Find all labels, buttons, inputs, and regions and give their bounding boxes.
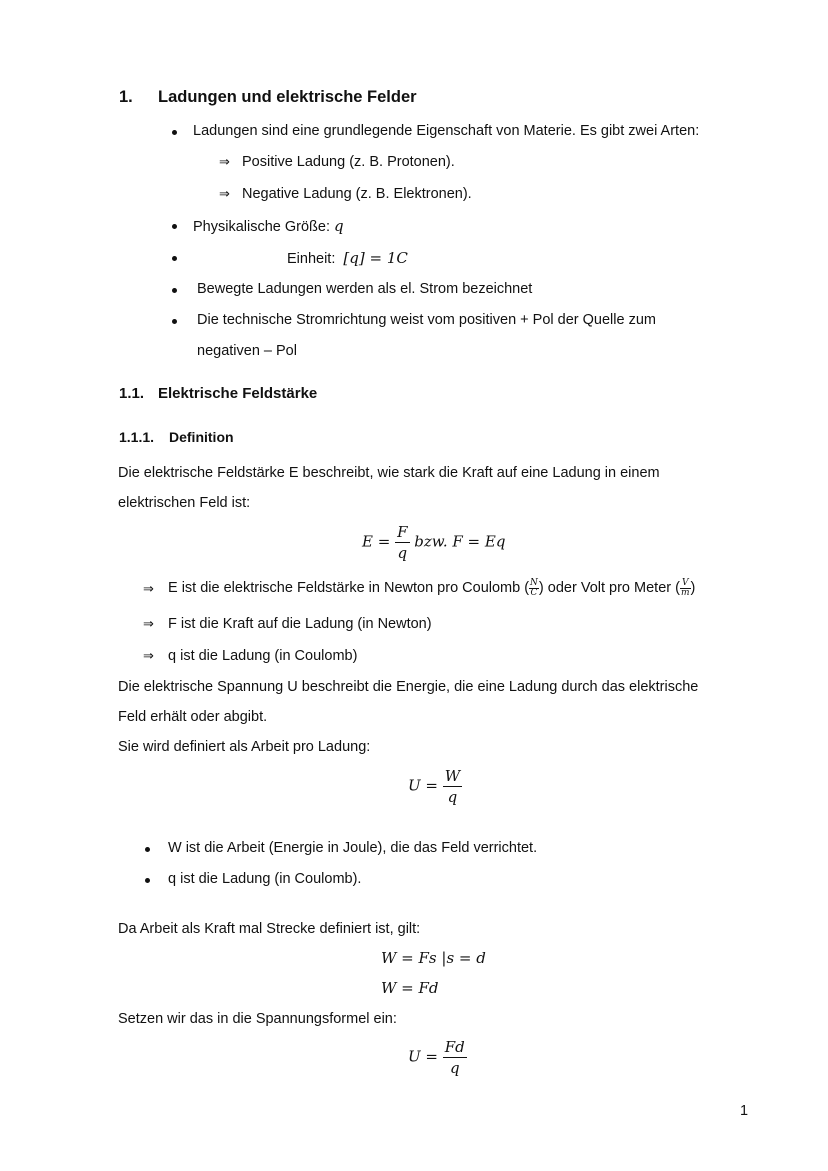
paragraph: Da Arbeit als Kraft mal Strecke definiert ist, gilt: [118, 921, 421, 937]
subsection-number: 1.1. [119, 385, 145, 402]
formula-field-strength: E = $\frac{F}{q}$ bzw. F = Eq [362, 523, 506, 562]
formula-voltage: U = $\frac{W}{q}$ [408, 767, 461, 806]
bullet-dot-icon [172, 288, 177, 293]
paragraph: Die elektrische Spannung U beschreibt die Energie, die eine Ladung durch das elektrische [118, 679, 699, 695]
subsubsection-title: Definition [169, 429, 234, 445]
arrow-item: E ist die elektrische Feldstärke in Newton pro Coulomb ( $\frac{N}{C}$ ) oder Volt pro Meter ( $\frac{V}{m}$ ) [168, 577, 696, 598]
bullet-label: Einheit: [287, 251, 336, 267]
implies-arrow-icon: ⇒ [219, 187, 230, 202]
implies-arrow-icon: ⇒ [143, 617, 154, 632]
section-title: Ladungen und elektrische Felder [158, 88, 417, 106]
bullet-dot-icon [145, 878, 150, 883]
paragraph: elektrischen Feld ist: [118, 495, 251, 511]
formula-work: W = Fd [381, 979, 439, 997]
bullet-text: Bewegte Ladungen werden als el. Strom bezeichnet [197, 281, 533, 297]
arrow-item: F ist die Kraft auf die Ladung (in Newton) [168, 616, 432, 632]
paragraph: Sie wird definiert als Arbeit pro Ladung: [118, 739, 371, 755]
bullet-text [193, 217, 344, 235]
bullet-text [287, 249, 408, 267]
implies-arrow-icon: ⇒ [143, 649, 154, 664]
bullet-text: q ist die Ladung (in Coulomb). [168, 871, 362, 887]
arrow-item: Negative Ladung (z. B. Elektronen). [242, 186, 472, 202]
bullet-label: Physikalische Größe: [193, 219, 330, 235]
formula-voltage-substituted: U = $\frac{Fd}{q}$ [408, 1038, 465, 1077]
paragraph: Setzen wir das in die Spannungsformel ein: [118, 1011, 397, 1027]
subsubsection-number: 1.1.1. [119, 429, 155, 445]
bullet-dot-icon [172, 256, 177, 261]
page-number: 1 [740, 1103, 749, 1119]
bullet-dot-icon [172, 224, 177, 229]
formula-work-distance: W = Fs |s = d [381, 949, 486, 967]
unit-formula: [q] = 1C [343, 249, 408, 267]
arrow-item: Positive Ladung (z. B. Protonen). [242, 154, 455, 170]
bullet-dot-icon [172, 130, 177, 135]
implies-arrow-icon: ⇒ [219, 155, 230, 170]
bullet-dot-icon [145, 847, 150, 852]
paragraph: Die elektrische Feldstärke E beschreibt, wie stark die Kraft auf eine Ladung in einem [118, 465, 660, 481]
bullet-text-continuation: negativen – Pol [197, 343, 297, 359]
symbol-q: q [334, 217, 344, 235]
bullet-dot-icon [172, 319, 177, 324]
section-number: 1. [119, 88, 133, 106]
subsection-title: Elektrische Feldstärke [158, 385, 318, 402]
bullet-text: Die technische Stromrichtung weist vom positiven + Pol der Quelle zum [197, 312, 656, 328]
implies-arrow-icon: ⇒ [143, 582, 154, 597]
paragraph: Feld erhält oder abgibt. [118, 709, 268, 725]
bullet-text: Ladungen sind eine grundlegende Eigenschaft von Materie. Es gibt zwei Arten: [193, 123, 700, 139]
bullet-text: W ist die Arbeit (Energie in Joule), die das Feld verrichtet. [168, 840, 538, 856]
arrow-item: q ist die Ladung (in Coulomb) [168, 648, 358, 664]
